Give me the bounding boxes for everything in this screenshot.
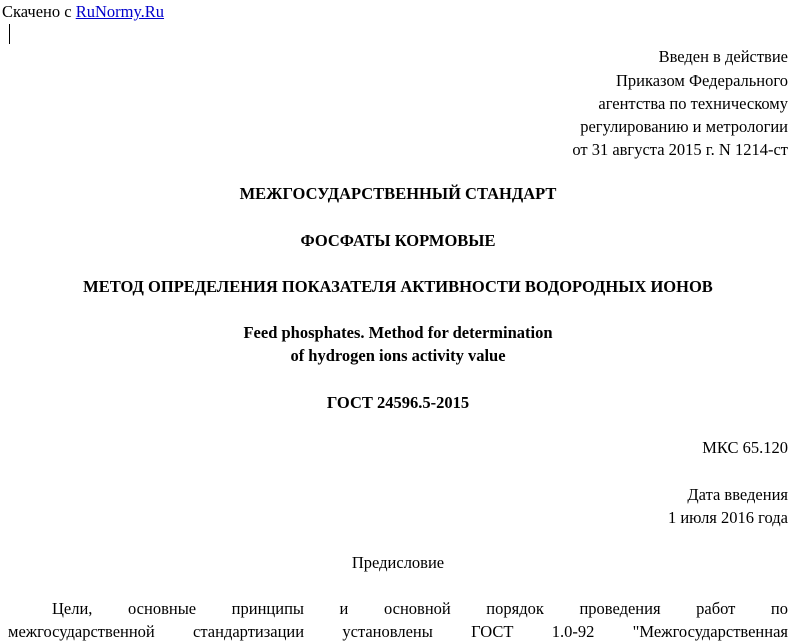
intro-line-1: Введен в действие — [658, 47, 788, 66]
standard-type-heading: МЕЖГОСУДАРСТВЕННЫЙ СТАНДАРТ — [239, 184, 557, 203]
intro-line-3: агентства по техническому — [598, 94, 788, 113]
download-source — [2, 0, 164, 23]
foreword-paragraph-line-2: межгосударственной стандартизации установлены ГОСТ 1.0-92 "Межгосударственная — [8, 622, 788, 641]
foreword-heading: Предисловие — [351, 553, 445, 572]
english-title-line-1: Feed phosphates. Method for determination — [243, 323, 553, 342]
runormy-link[interactable]: RuNormy.Ru — [75, 2, 165, 21]
gost-number: ГОСТ 24596.5-2015 — [326, 393, 470, 412]
intro-line-5: от 31 августа 2015 г. N 1214-ст — [572, 140, 788, 159]
intro-line-2: Приказом Федерального — [615, 71, 788, 90]
english-title-line-2: of hydrogen ions activity value — [290, 346, 506, 365]
download-prefix: Скачено с — [2, 2, 76, 21]
method-heading: МЕТОД ОПРЕДЕЛЕНИЯ ПОКАЗАТЕЛЯ АКТИВНОСТИ ВОДОРОДНЫХ ИОНОВ — [83, 277, 713, 296]
subject-heading: ФОСФАТЫ КОРМОВЫЕ — [300, 231, 496, 250]
mks-code: МКС 65.120 — [702, 438, 788, 457]
intro-line-4: регулированию и метрологии — [580, 117, 788, 136]
foreword-paragraph-line-1: Цели, основные принципы и основной порядок проведения работ по — [52, 599, 788, 618]
effective-date-label: Дата введения — [687, 485, 788, 504]
text-cursor — [9, 24, 10, 44]
effective-date: 1 июля 2016 года — [667, 508, 788, 527]
